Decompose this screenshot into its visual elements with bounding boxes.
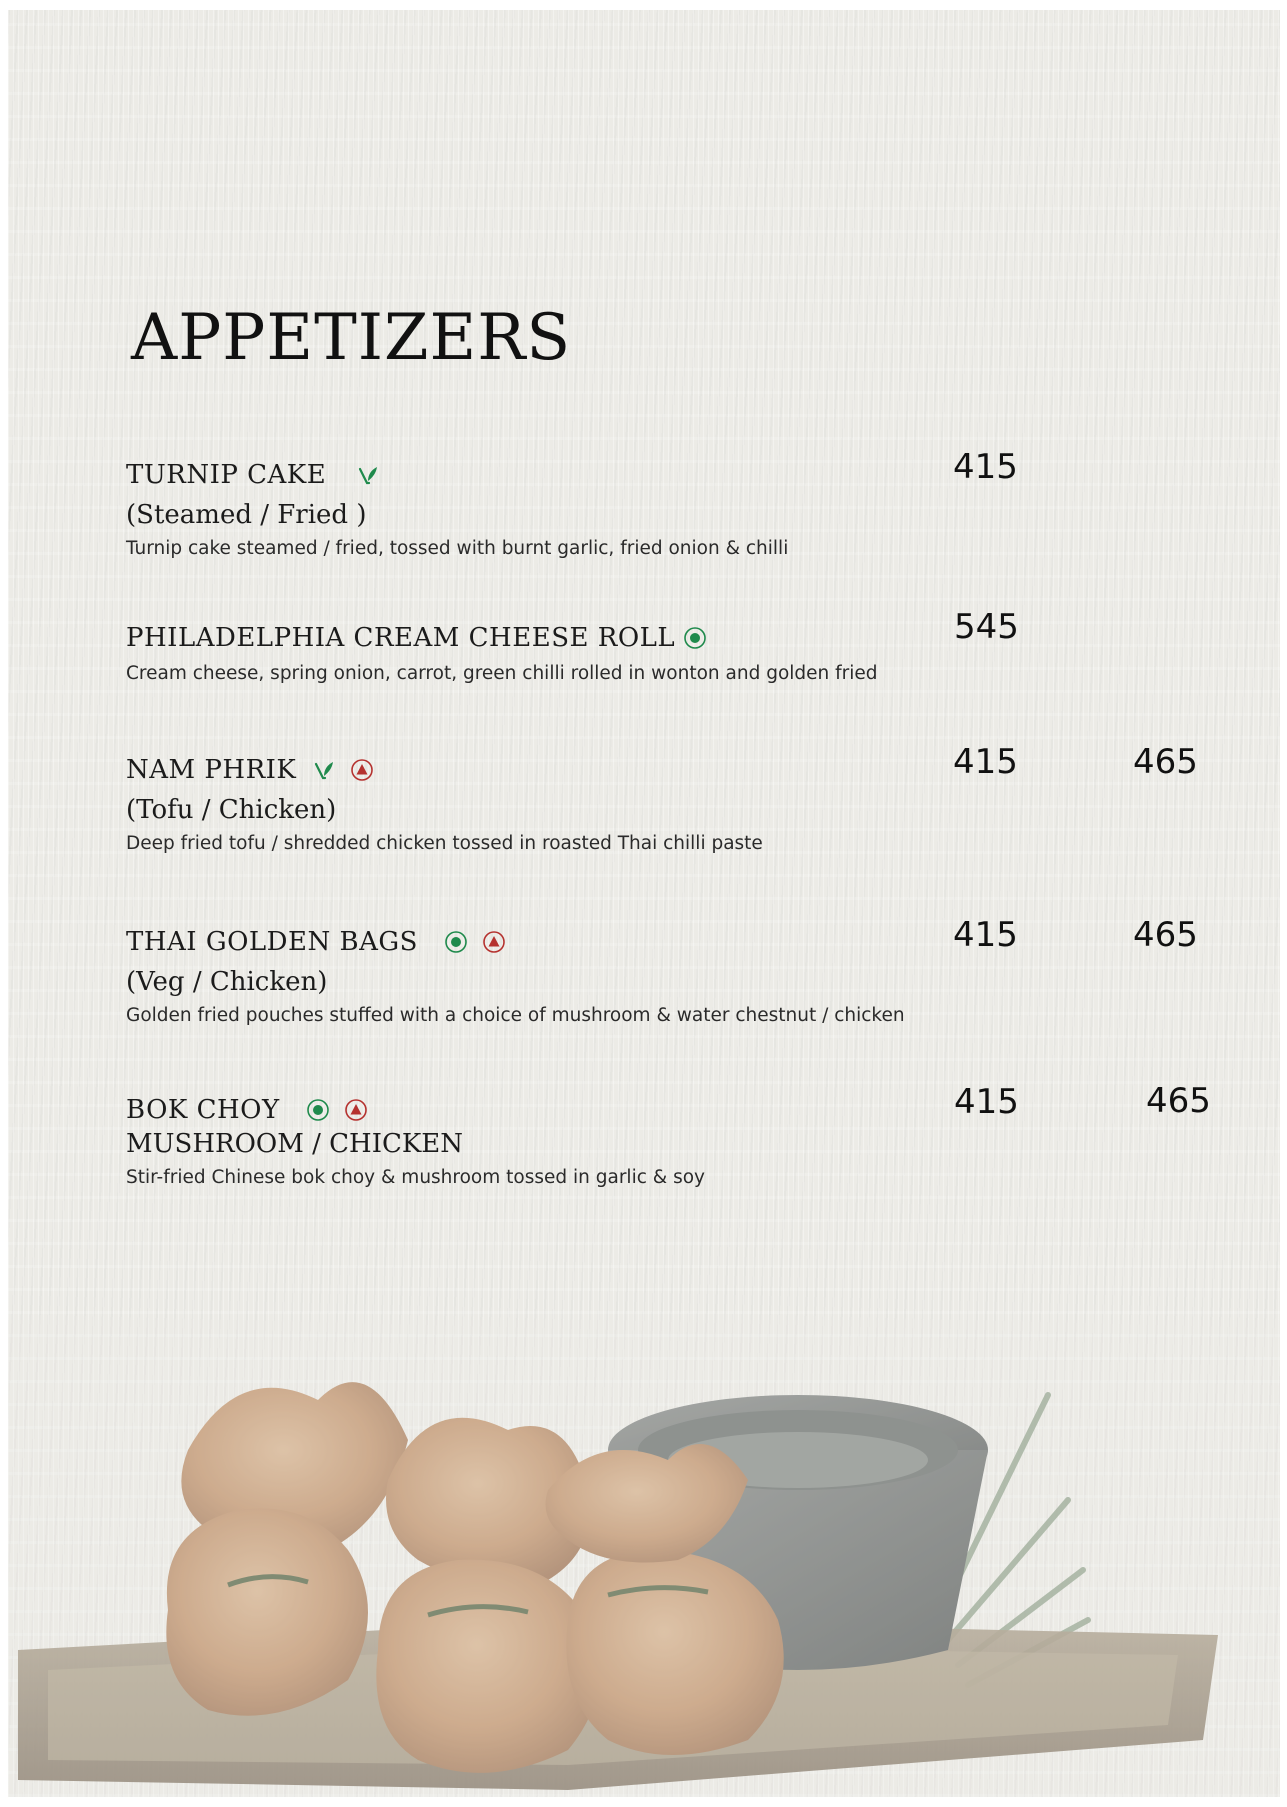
item-price: 415 [953, 742, 1018, 782]
item-name: THAI GOLDEN BAGS [126, 927, 418, 957]
item-description: Stir-fried Chinese bok choy & mushroom tossed in garlic & soy [126, 1167, 705, 1188]
item-subtitle: (Tofu / Chicken) [126, 795, 337, 825]
item-name: NAM PHRIK [126, 755, 297, 785]
menu-item-thai-golden-bags [126, 924, 905, 1029]
item-price: 545 [954, 607, 1019, 647]
page-title: APPETIZERS [131, 301, 572, 375]
non-veg-icon [350, 758, 374, 782]
menu-item-nam-phrik [126, 752, 763, 857]
item-price: 415 [954, 1082, 1019, 1122]
vegan-leaf-icon [312, 758, 336, 782]
item-description: Cream cheese, spring onion, carrot, green chilli rolled in wonton and golden fried [126, 663, 878, 684]
item-subtitle: (Steamed / Fried ) [126, 500, 367, 530]
menu-item-bok-choy [126, 1092, 705, 1191]
item-name: TURNIP CAKE [126, 460, 327, 490]
item-name: BOK CHOY [126, 1095, 280, 1125]
item-price: 415 [953, 915, 1018, 955]
vegan-leaf-icon [356, 463, 380, 487]
item-subtitle: (Veg / Chicken) [126, 967, 328, 997]
menu-page [8, 10, 1280, 1797]
menu-item-philadelphia-cream-cheese-roll [126, 620, 878, 687]
item-price: 415 [953, 447, 1018, 487]
veg-icon [683, 626, 707, 650]
item-description: Deep fried tofu / shredded chicken tossed in roasted Thai chilli paste [126, 833, 763, 854]
item-price: 465 [1133, 742, 1198, 782]
item-description: Turnip cake steamed / fried, tossed with burnt garlic, fried onion & chilli [126, 538, 789, 559]
veg-icon [444, 930, 468, 954]
item-description: Golden fried pouches stuffed with a choice of mushroom & water chestnut / chicken [126, 1005, 905, 1026]
item-name: PHILADELPHIA CREAM CHEESE ROLL [126, 623, 676, 653]
veg-icon [306, 1098, 330, 1122]
golden-bags-photo [8, 1320, 1280, 1797]
item-price: 465 [1133, 915, 1198, 955]
non-veg-icon [344, 1098, 368, 1122]
menu-item-turnip-cake [126, 457, 788, 562]
item-price: 465 [1146, 1081, 1211, 1121]
non-veg-icon [482, 930, 506, 954]
item-subtitle: MUSHROOM / CHICKEN [126, 1129, 464, 1159]
